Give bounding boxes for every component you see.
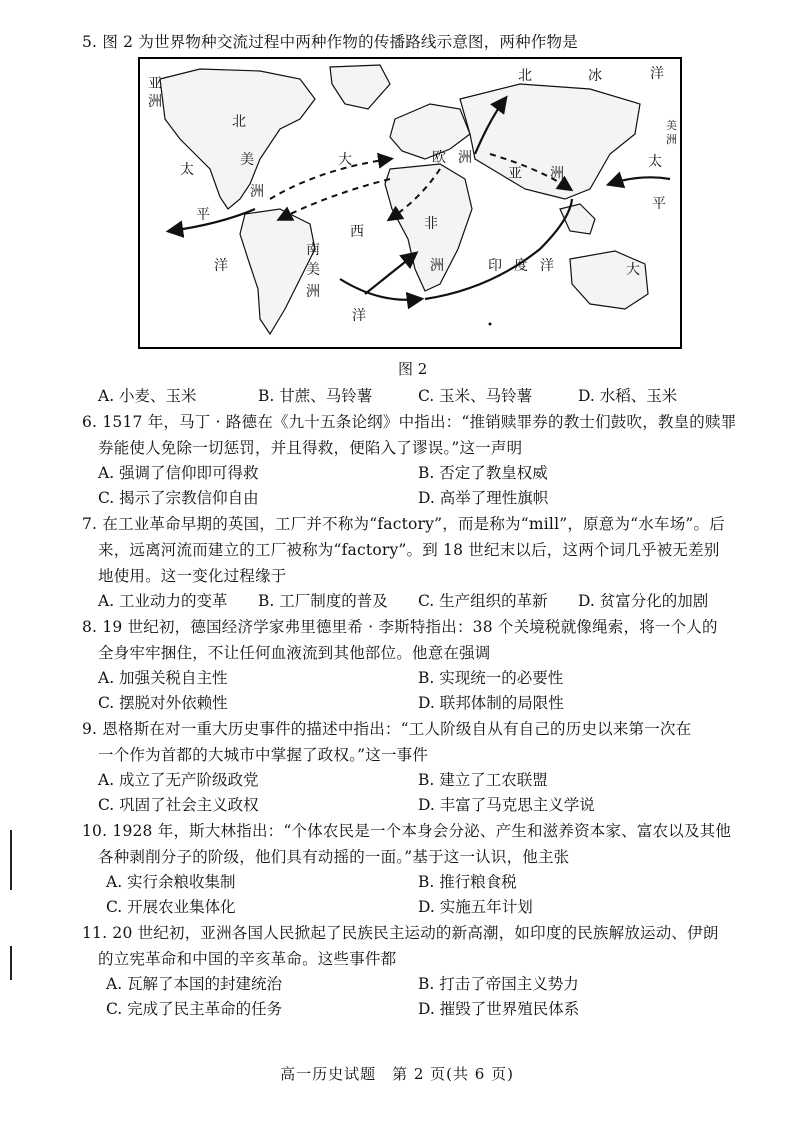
q7-option-b: B. 工厂制度的普及 — [258, 592, 388, 610]
map-label: 北 — [232, 114, 246, 130]
q5-option-d: D. 水稻、玉米 — [578, 387, 678, 405]
q10-option-a: A. 实行余粮收集制 — [106, 873, 236, 891]
q10-option-c: C. 开展农业集体化 — [106, 898, 236, 916]
q9-option-d: D. 丰富了马克思主义学说 — [418, 796, 595, 814]
map-label: 大 — [626, 262, 640, 278]
q7-line-2: 来，远离河流而建立的工厂被称为“factory”。到 18 世纪末以后，这两个词几乎被无差别 — [98, 541, 720, 559]
map-label: 平 — [652, 196, 666, 212]
map-label: 洲 — [250, 184, 264, 200]
q8-option-a: A. 加强关税自主性 — [98, 669, 228, 687]
q10-line-2: 各种剥削分子的阶级，他们具有动摇的一面。”基于这一认识，他主张 — [98, 848, 570, 866]
q10-option-d: D. 实施五年计划 — [418, 898, 533, 916]
q6-line-1: 6. 1517 年，马丁 · 路德在《九十五条论纲》中指出：“推销赎罪券的教士们鼓吹，教皇的赎罪 — [82, 413, 737, 431]
q6-option-d: D. 高举了理性旗帜 — [418, 489, 549, 507]
route-solid-to-africa — [365, 254, 415, 294]
map-label: 美 — [240, 152, 254, 168]
route-solid-pacific-east — [610, 177, 670, 184]
q9-line-1: 9. 恩格斯在对一重大历史事件的描述中指出：“工人阶级自从有自己的历史以来第一次在 — [82, 720, 692, 738]
q6-option-a: A. 强调了信仰即可得救 — [98, 464, 259, 482]
q5-stem: 5. 图 2 为世界物种交流过程中两种作物的传播路线示意图，两种作物是 — [82, 33, 578, 51]
q8-option-c: C. 摆脱对外依赖性 — [98, 694, 228, 712]
map-label: 欧 — [432, 150, 446, 166]
map-label: 美 — [666, 119, 677, 132]
map-label: 洋 — [650, 66, 664, 82]
q7-option-c: C. 生产组织的革新 — [418, 592, 548, 610]
map-label: 冰 — [588, 68, 602, 84]
margin-mark — [10, 946, 12, 980]
map-label: 洋 — [540, 258, 554, 274]
map-label: 洋 — [352, 308, 366, 324]
q9-line-2: 一个作为首都的大城市中掌握了政权。”这一事件 — [98, 746, 429, 764]
q11-line-2: 的立宪革命和中国的辛亥革命。这些事件都 — [98, 950, 397, 968]
q5-option-a: A. 小麦、玉米 — [98, 387, 197, 405]
q7-line-3: 地使用。这一变化过程缘于 — [98, 567, 287, 585]
q6-line-2: 券能使人免除一切惩罚，并且得救，便陷入了谬误。”这一声明 — [98, 439, 523, 457]
q11-option-c: C. 完成了民主革命的任务 — [106, 1000, 283, 1018]
map-label: 非 — [424, 216, 438, 232]
q11-line-1: 11. 20 世纪初，亚洲各国人民掀起了民族民主运动的新高潮，如印度的民族解放运动、伊朗 — [82, 924, 719, 942]
map-label: 洋 — [214, 258, 228, 274]
margin-mark — [10, 830, 12, 890]
q9-option-c: C. 巩固了社会主义政权 — [98, 796, 259, 814]
route-dashed-atlantic-2 — [280, 179, 390, 219]
q9-option-a: A. 成立了无产阶级政党 — [98, 771, 259, 789]
q7-option-a: A. 工业动力的变革 — [98, 592, 228, 610]
q5-option-c: C. 玉米、马铃薯 — [418, 387, 533, 405]
figure-caption: 图 2 — [398, 360, 428, 378]
q11-option-a: A. 瓦解了本国的封建统治 — [106, 975, 283, 993]
map-label: 平 — [196, 207, 210, 223]
page-footer: 高一历史试题 第 2 页(共 6 页) — [280, 1065, 514, 1083]
q7-line-1: 7. 在工业革命早期的英国，工厂并不称为“factory”，而是称为“mill”，原意为“水车场”。后 — [82, 515, 725, 533]
south-america-outline — [240, 209, 315, 334]
map-label: 印 — [488, 258, 502, 274]
q8-option-d: D. 联邦体制的局限性 — [418, 694, 564, 712]
map-label: 洲 — [430, 258, 444, 274]
map-label: 美 — [306, 262, 320, 278]
map-label: 洲 — [458, 150, 472, 166]
map-label: 亚 — [148, 76, 162, 92]
map-label: 洲 — [550, 166, 564, 182]
map-label: 西 — [350, 224, 364, 240]
map-label: 大 — [338, 152, 352, 168]
q6-option-b: B. 否定了教皇权威 — [418, 464, 548, 482]
map-label: 度 — [514, 258, 528, 274]
map-label: 洲 — [666, 133, 677, 146]
map-label: 洲 — [306, 284, 320, 300]
q8-line-1: 8. 19 世纪初，德国经济学家弗里德里希 · 李斯特指出：38 个关境税就像绳索，将一个人的 — [82, 618, 718, 636]
map-label: 太 — [648, 154, 662, 170]
map-label: 太 — [180, 162, 194, 178]
q5-option-b: B. 甘蔗、马铃薯 — [258, 387, 373, 405]
q8-option-b: B. 实现统一的必要性 — [418, 669, 564, 687]
world-map-figure — [138, 57, 682, 349]
world-map-drawing — [140, 59, 680, 347]
q7-option-d: D. 贫富分化的加剧 — [578, 592, 709, 610]
map-label: 洲 — [148, 94, 162, 110]
q11-option-d: D. 摧毁了世界殖民体系 — [418, 1000, 580, 1018]
q6-option-c: C. 揭示了宗教信仰自由 — [98, 489, 259, 507]
q10-option-b: B. 推行粮食税 — [418, 873, 517, 891]
q10-line-1: 10. 1928 年，斯大林指出：“个体农民是一个本身会分泌、产生和滋养资本家、富农以及其他 — [82, 822, 732, 840]
q11-option-b: B. 打击了帝国主义势力 — [418, 975, 579, 993]
greenland-outline — [330, 65, 390, 109]
q8-line-2: 全身牢牢捆住，不让任何血液流到其他部位。他意在强调 — [98, 644, 491, 662]
map-label: 南 — [306, 242, 320, 258]
route-dashed-atlantic-1 — [270, 159, 390, 199]
map-label: 亚 — [508, 166, 522, 182]
q9-option-b: B. 建立了工农联盟 — [418, 771, 548, 789]
map-label: 北 — [518, 68, 532, 84]
